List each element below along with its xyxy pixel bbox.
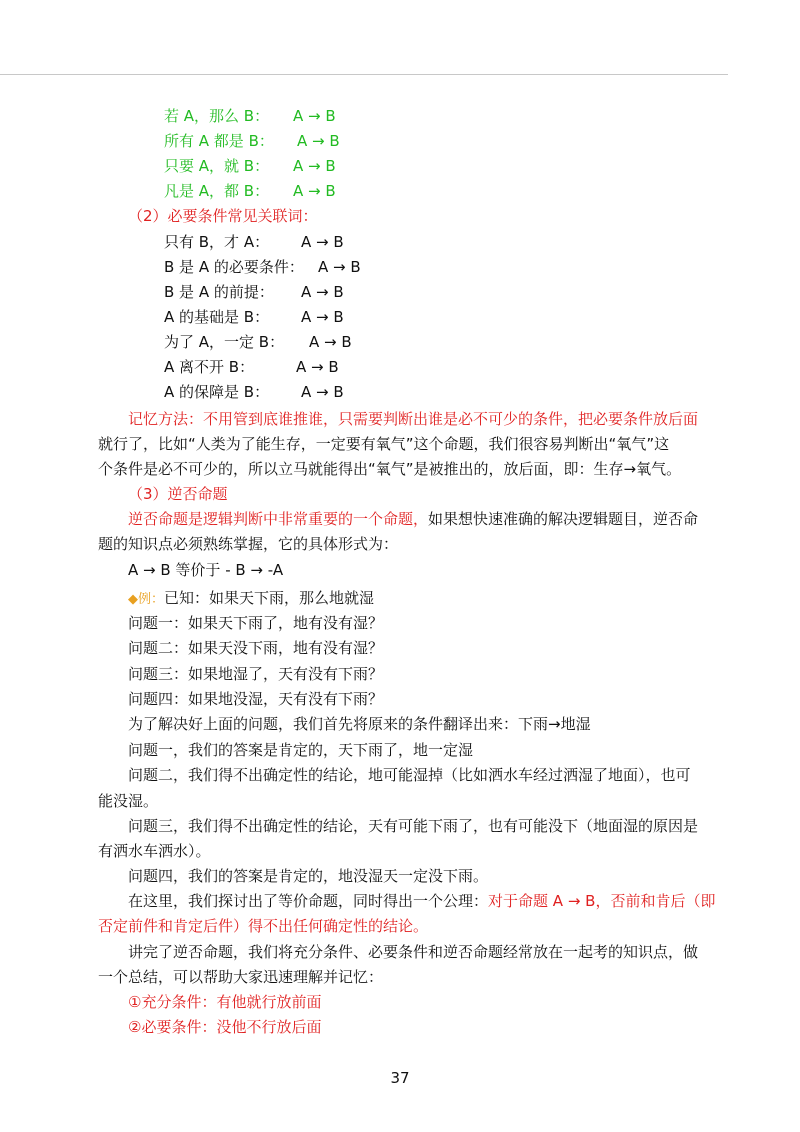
- necessary-item-6-text: A 离不开 B：: [164, 358, 255, 376]
- question-4: 问题四：如果地没湿，天有没有下雨？: [128, 690, 384, 708]
- header-rule: [0, 74, 728, 75]
- axiom-red-1: 对于命题 A → B，否前和肯后（即: [488, 892, 716, 910]
- green-item-2-formula: A → B: [297, 132, 340, 150]
- necessary-item-6-formula: A → B: [296, 358, 339, 376]
- necessary-item-3-text: B 是 A 的前提：: [164, 283, 274, 301]
- example-text: 已知：如果天下雨，那么地就湿: [164, 589, 375, 607]
- section3-heading: （3）逆否命题: [128, 485, 228, 503]
- green-item-3-text: 只要 A，就 B：: [164, 157, 270, 175]
- contra-red: 逆否命题是逻辑判断中非常重要的一个命题，: [128, 510, 429, 528]
- contra-line-2: 题的知识点必须熟练掌握，它的具体形式为：: [98, 535, 399, 553]
- contra-rest: 如果想快速准确的解决逻辑题目，逆否命: [428, 510, 699, 528]
- question-1: 问题一：如果天下雨了，地有没有湿？: [128, 614, 384, 632]
- memory-line-2: 就行了，比如“人类为了能生存，一定要有氧气”这个命题，我们很容易判断出“氧气”这: [98, 435, 670, 453]
- green-item-1-text: 若 A，那么 B：: [164, 107, 270, 125]
- answer-4: 问题四，我们的答案是肯定的，地没湿天一定没下雨。: [128, 867, 489, 885]
- green-item-2-text: 所有 A 都是 B：: [164, 132, 274, 150]
- necessary-item-2-formula: A → B: [318, 258, 361, 276]
- memory-line-3: 个条件是必不可少的，所以立马就能得出“氧气”是被推出的，放后面，即：生存→氧气。: [98, 460, 682, 478]
- necessary-item-7-text: A 的保障是 B：: [164, 383, 270, 401]
- contra-formula: A → B 等价于 - B → -A: [128, 561, 284, 579]
- axiom-line-1: [128, 891, 715, 911]
- question-3: 问题三：如果地湿了，天有没有下雨？: [128, 665, 384, 683]
- example-line: [128, 588, 374, 610]
- contra-line-1: [128, 509, 698, 529]
- answer-1: 问题一，我们的答案是肯定的，天下雨了，地一定湿: [128, 741, 474, 759]
- example-marker: ◆例：: [128, 592, 164, 607]
- necessary-item-1-text: 只有 B，才 A：: [164, 233, 270, 251]
- necessary-item-7-formula: A → B: [301, 383, 344, 401]
- summary-item-2: ②必要条件：没他不行放后面: [128, 1018, 322, 1036]
- necessary-item-2-text: B 是 A 的必要条件：: [164, 258, 304, 276]
- axiom-prefix: 在这里，我们探讨出了等价命题，同时得出一个公理：: [128, 892, 489, 910]
- necessary-item-3-formula: A → B: [301, 283, 344, 301]
- answer-2-line-2: 能没湿。: [98, 792, 159, 810]
- axiom-red-2: 否定前件和肯定后件）得不出任何确定性的结论。: [98, 917, 429, 935]
- question-2: 问题二：如果天没下雨，地有没有湿？: [128, 639, 384, 657]
- green-item-4-text: 凡是 A，都 B：: [164, 182, 270, 200]
- answer-3-line-2: 有洒水车洒水）。: [98, 842, 211, 860]
- summary-line-2: 一个总结，可以帮助大家迅速理解并记忆：: [98, 968, 384, 986]
- memory-method-red: 记忆方法：不用管到底谁推谁，只需要判断出谁是必不可少的条件，把必要条件放后面: [128, 410, 699, 428]
- necessary-item-5-formula: A → B: [309, 333, 352, 351]
- answer-3-line-1: 问题三，我们得不出确定性的结论，天有可能下雨了，也有可能没下（地面湿的原因是: [128, 817, 699, 835]
- necessary-item-5-text: 为了 A，一定 B：: [164, 333, 285, 351]
- green-item-1-formula: A → B: [293, 107, 336, 125]
- page-number: 37: [390, 1069, 410, 1087]
- necessary-item-4-text: A 的基础是 B：: [164, 308, 270, 326]
- answer-2-line-1: 问题二，我们得不出确定性的结论，地可能湿掉（比如洒水车经过洒湿了地面），也可: [128, 766, 691, 784]
- green-item-4-formula: A → B: [293, 182, 336, 200]
- necessary-item-1-formula: A → B: [301, 233, 344, 251]
- summary-item-1: ①充分条件：有他就行放前面: [128, 993, 322, 1011]
- summary-line-1: 讲完了逆否命题，我们将充分条件、必要条件和逆否命题经常放在一起考的知识点，做: [128, 943, 699, 961]
- necessary-item-4-formula: A → B: [301, 308, 344, 326]
- section2-heading: （2）必要条件常见关联词：: [128, 207, 318, 225]
- translate-line: 为了解决好上面的问题，我们首先将原来的条件翻译出来：下雨→地湿: [128, 715, 591, 733]
- green-item-3-formula: A → B: [293, 157, 336, 175]
